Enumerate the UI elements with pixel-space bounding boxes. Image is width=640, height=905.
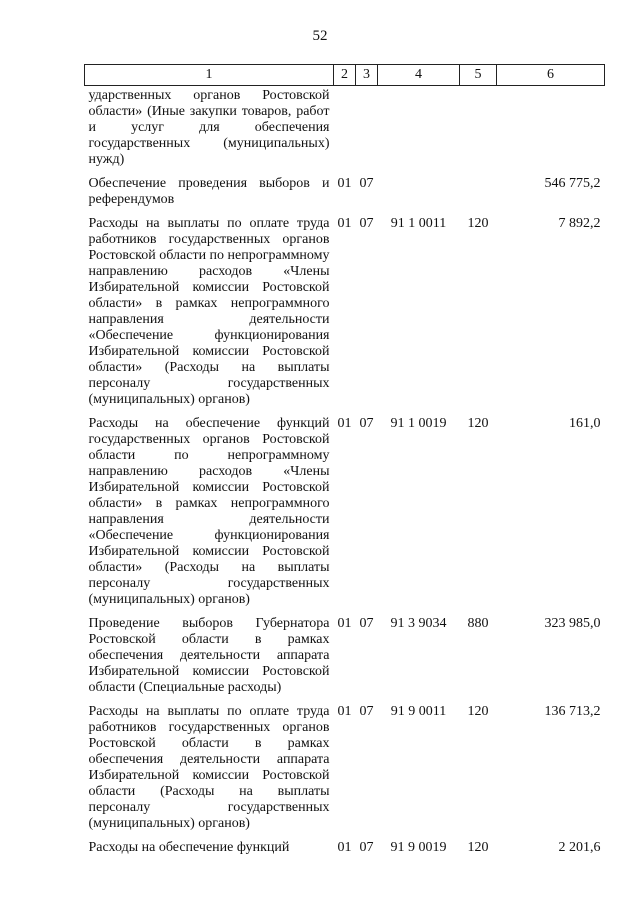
- row-description: Расходы на обеспечение функций: [88, 840, 290, 855]
- row-description: Расходы на выплаты по оплате труда работников государственных органов Ростовской области по непрограммному направлению расходов «Члены Избирательной комиссии Ростовской области» в рамках непрограммного направления деятельности «Обеспечение функционирования Избирательной комиссии Ростовской области» (Расходы на выплаты персоналу государственных (муниципальных) органов): [88, 216, 330, 407]
- row-amount: [497, 86, 605, 177]
- row-section-code: 01: [337, 176, 352, 191]
- row-subsection-code: 07: [359, 216, 374, 231]
- table-row: [85, 704, 605, 840]
- column-header: 4: [378, 65, 460, 86]
- row-target-article: [378, 176, 460, 216]
- row-expense-type: 120: [467, 216, 489, 231]
- row-section-code: 01: [337, 704, 352, 719]
- table-row: [85, 416, 605, 616]
- row-subsection-code: [356, 86, 378, 177]
- row-target-article: 91 3 9034: [390, 616, 447, 631]
- row-target-article: 91 1 0019: [390, 416, 447, 431]
- row-description: ударственных органов Ростовской области» (Иные закупки товаров, работ и услуг для обеспечения государственных (муниципальных) нужд): [88, 88, 330, 167]
- table-row: [85, 840, 605, 864]
- row-amount: 136 713,2: [544, 704, 601, 719]
- row-subsection-code: 07: [359, 704, 374, 719]
- column-header: 3: [356, 65, 378, 86]
- row-amount: 161,0: [569, 416, 601, 431]
- row-section-code: [334, 86, 356, 177]
- budget-table: [84, 64, 605, 864]
- column-header: 6: [497, 65, 605, 86]
- row-subsection-code: 07: [359, 416, 374, 431]
- table-row: [85, 616, 605, 704]
- column-header: 1: [85, 65, 334, 86]
- column-header: 2: [334, 65, 356, 86]
- row-expense-type: [460, 176, 497, 216]
- row-subsection-code: 07: [359, 616, 374, 631]
- row-description: Проведение выборов Губернатора Ростовской области в рамках обеспечения деятельности аппарата Избирательной комиссии Ростовской области (Специальные расходы): [88, 616, 330, 695]
- table-header-row: [85, 65, 605, 86]
- row-section-code: 01: [337, 416, 352, 431]
- row-section-code: 01: [337, 840, 352, 855]
- row-target-article: 91 9 0011: [390, 704, 447, 719]
- row-section-code: 01: [337, 216, 352, 231]
- row-description: Расходы на обеспечение функций государственных органов Ростовской области по непрограммному направлению расходов «Члены Избирательной комиссии Ростовской области» в рамках непрограммного направления деятельности «Обеспечение функционирования Избирательной комиссии Ростовской области» (Расходы на выплаты персоналу государственных (муниципальных) органов): [88, 416, 330, 607]
- row-expense-type: [460, 86, 497, 177]
- row-amount: 323 985,0: [544, 616, 601, 631]
- row-subsection-code: 07: [359, 840, 374, 855]
- column-header: 5: [460, 65, 497, 86]
- row-expense-type: 880: [467, 616, 489, 631]
- row-target-article: 91 9 0019: [390, 840, 447, 855]
- row-target-article: [378, 86, 460, 177]
- row-expense-type: 120: [467, 416, 489, 431]
- row-target-article: 91 1 0011: [390, 216, 447, 231]
- row-description: Расходы на выплаты по оплате труда работников государственных органов Ростовской области в рамках обеспечения деятельности аппарата Избирательной комиссии Ростовской области (Расходы на выплаты персоналу государственных (муниципальных) органов): [88, 704, 330, 831]
- page-number: 52: [312, 28, 328, 44]
- row-section-code: 01: [337, 616, 352, 631]
- row-amount: 2 201,6: [558, 840, 601, 855]
- row-subsection-code: 07: [359, 176, 374, 191]
- row-amount: 7 892,2: [558, 216, 601, 231]
- table-row: [85, 176, 605, 216]
- row-expense-type: 120: [467, 840, 489, 855]
- row-description: Обеспечение проведения выборов и референдумов: [88, 176, 330, 207]
- table-row: [85, 216, 605, 416]
- row-amount: 546 775,2: [544, 176, 601, 191]
- row-expense-type: 120: [467, 704, 489, 719]
- table-row: [85, 86, 605, 177]
